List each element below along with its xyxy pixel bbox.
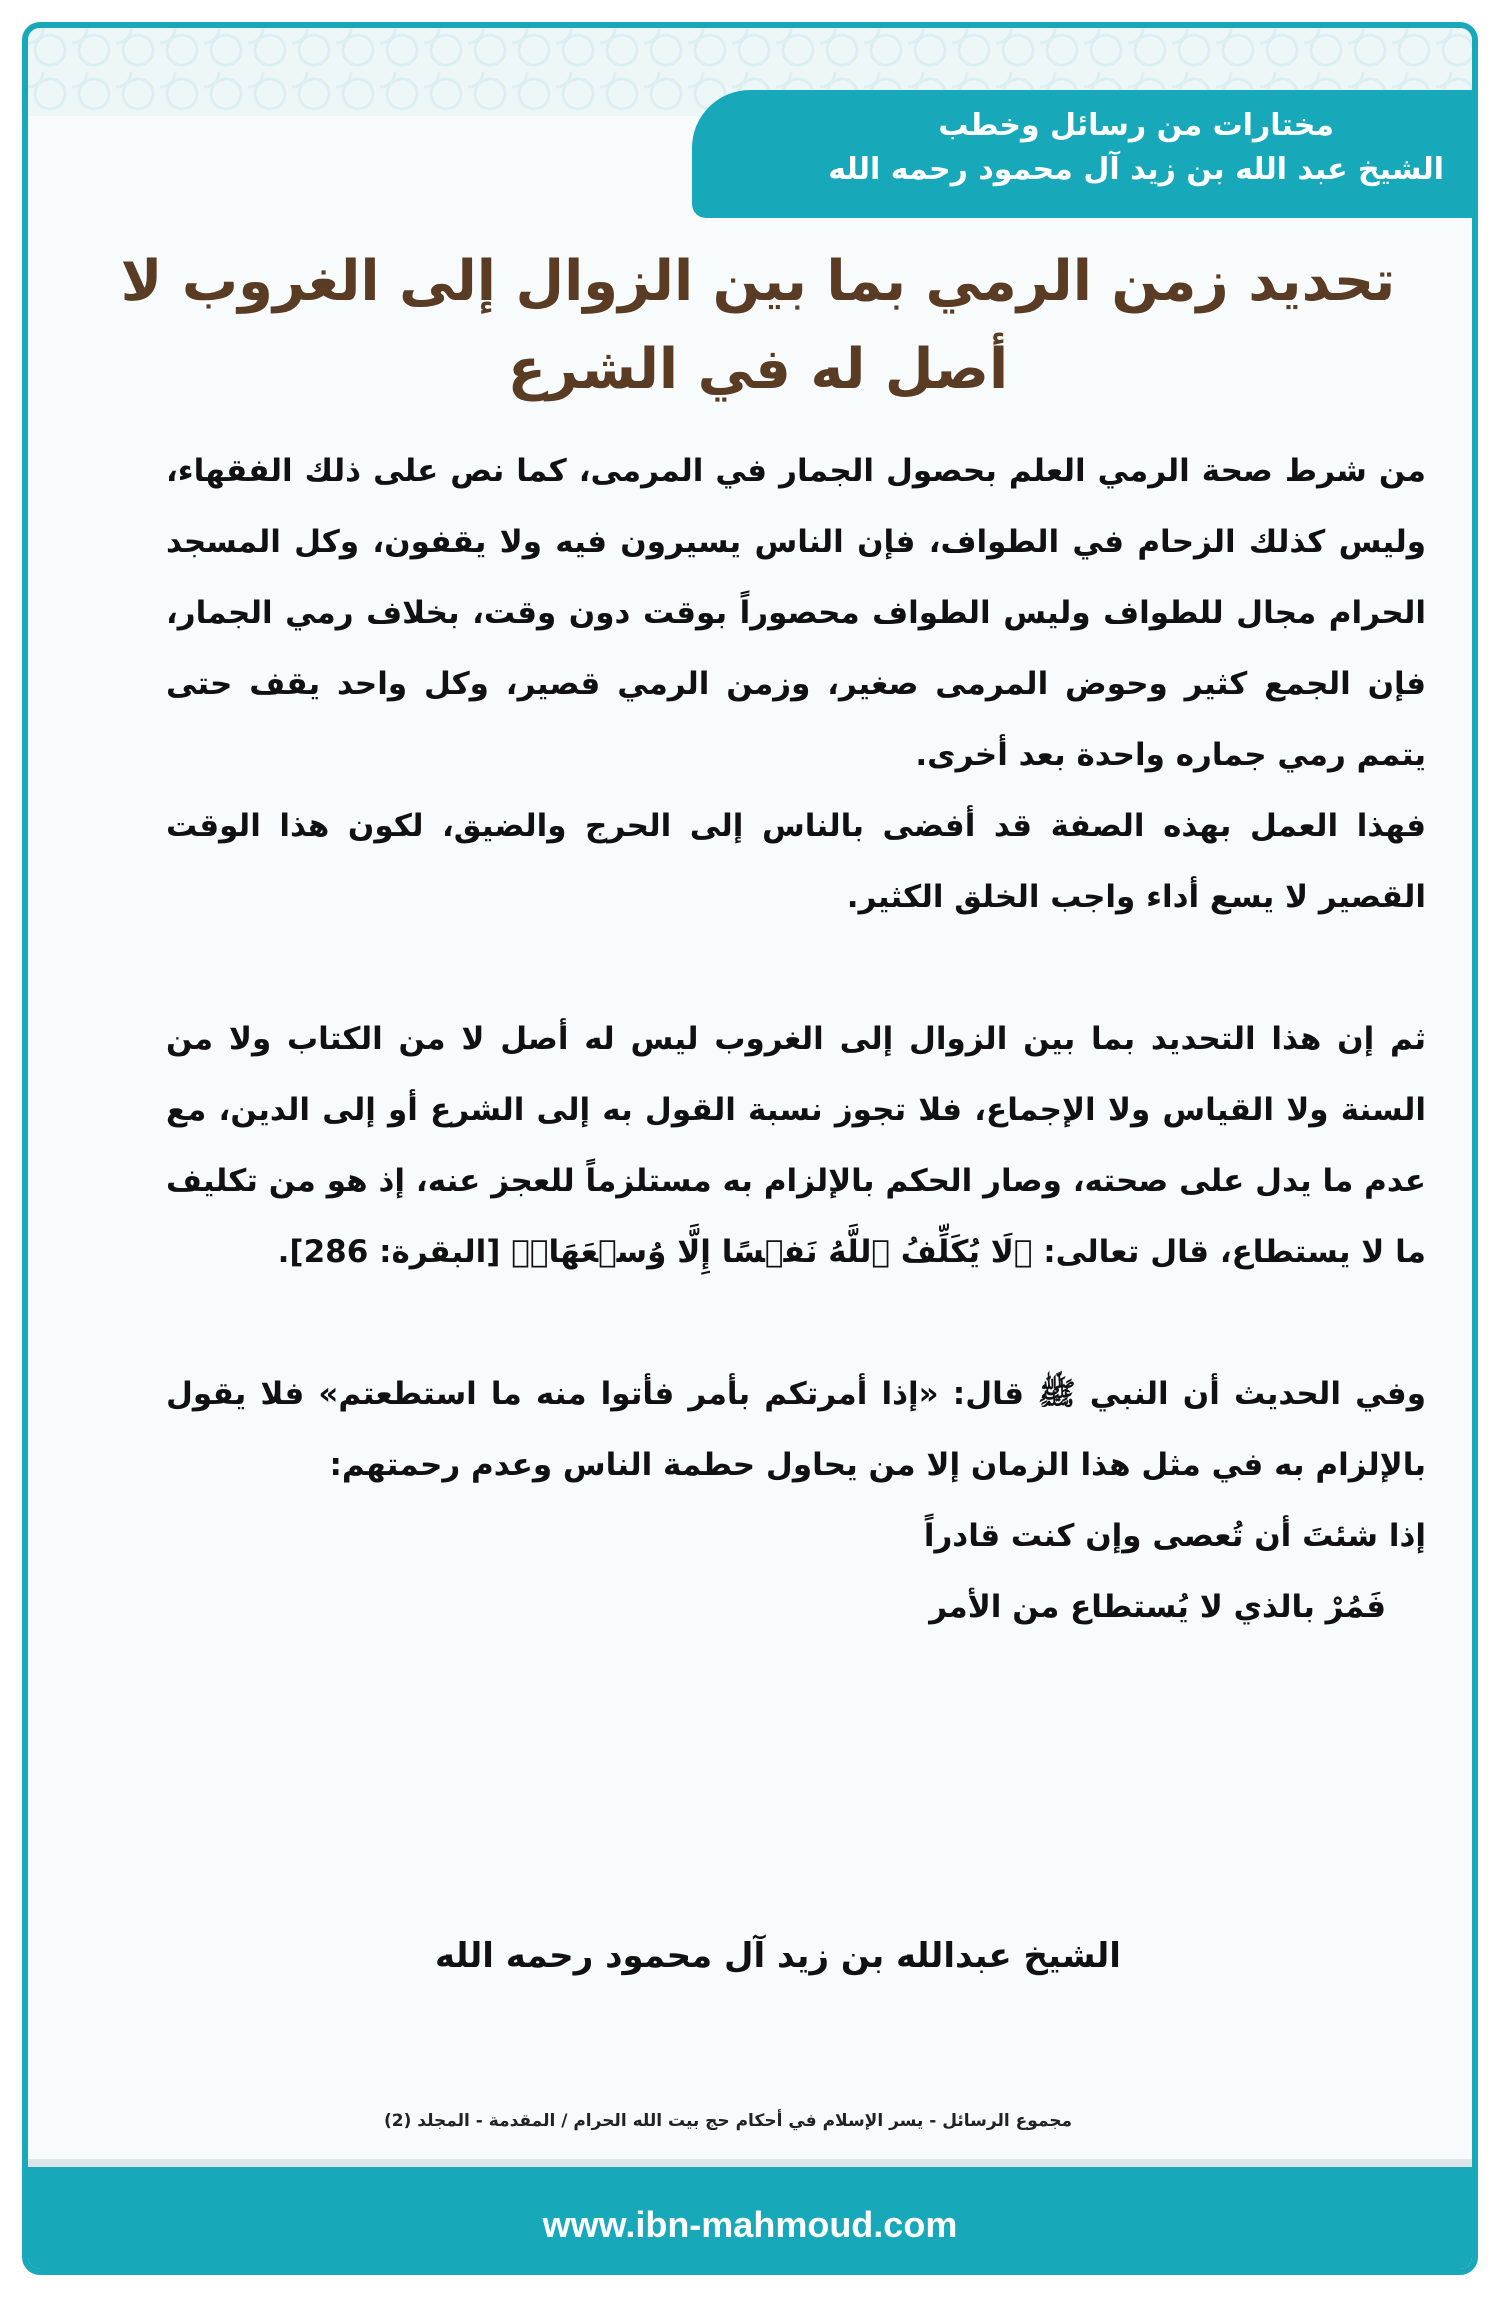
page-title — [108, 238, 1408, 414]
title-line-1: تحديد زمن الرمي بما بين الزوال إلى الغروب لا — [120, 249, 1396, 314]
paragraph-3: ثم إن هذا التحديد بما بين الزوال إلى الغروب ليس له أصل لا من الكتاب ولا من السنة ولا القياس ولا الإجماع، فلا تجوز نسبة القول به إلى الشرع أو إلى الدين، مع عدم ما يدل على صحته، وصار الحكم بالإلزام به مستلزماً للعجز عنه، إذ هو من تكليف ما لا يستطاع، قال تعالى: ﴿لَا يُكَلِّفُ ٱللَّهُ نَفۡسًا إِلَّا وُسۡعَهَاۚ﴾ [البقرة: 286]. — [166, 1021, 1426, 1270]
series-author: الشيخ عبد الله بن زيد آل محمود رحمه الله — [828, 152, 1444, 187]
article-body — [166, 436, 1426, 1643]
paragraph-2: فهذا العمل بهذه الصفة قد أفضى بالناس إلى الحرج والضيق، لكون هذا الوقت القصير لا يسع أداء واجب الخلق الكثير. — [166, 808, 1426, 915]
paragraph-4: وفي الحديث أن النبي ﷺ قال: «إذا أمرتكم بأمر فأتوا منه ما استطعتم» فلا يقول بالإلزام به في مثل هذا الزمان إلا من يحاول حطمة الناس وعدم رحمتهم: — [166, 1376, 1426, 1483]
footer-bar — [28, 2167, 1472, 2275]
paragraph-spacer — [166, 933, 1426, 1004]
source-citation: مجموع الرسائل - يسر الإسلام في أحكام حج بيت الله الحرام / المقدمة - المجلد (2) — [383, 2111, 1073, 2131]
title-line-2: أصل له في الشرع — [507, 337, 1009, 402]
poem — [166, 1501, 1426, 1643]
series-title: مختارات من رسائل وخطب — [938, 108, 1334, 143]
paragraph-1: من شرط صحة الرمي العلم بحصول الجمار في المرمى، كما نص على ذلك الفقهاء، وليس كذلك الزحام في الطواف، فإن الناس يسيرون فيه ولا يقفون، وكل المسجد الحرام مجال للطواف وليس الطواف محصوراً بوقت دون وقت، بخلاف رمي الجمار، فإن الجمع كثير وحوض المرمى صغير، وزمن الرمي قصير، وكل واحد يقف حتى يتمم رمي جماره واحدة بعد أخرى. — [166, 453, 1426, 773]
poem-verse-2: فَمُرْ بالذي لا يُستطاع من الأمر — [929, 1589, 1386, 1625]
poem-verse-1: إذا شئتَ أن تُعصى وإن كنت قادراً — [923, 1518, 1426, 1554]
paragraph-spacer — [166, 1288, 1426, 1359]
author-signature: الشيخ عبدالله بن زيد آل محمود رحمه الله — [435, 1936, 1121, 1976]
series-header — [692, 90, 1472, 218]
page-frame — [22, 22, 1478, 2275]
website-link[interactable]: www.ibn-mahmoud.com — [542, 2204, 958, 2245]
